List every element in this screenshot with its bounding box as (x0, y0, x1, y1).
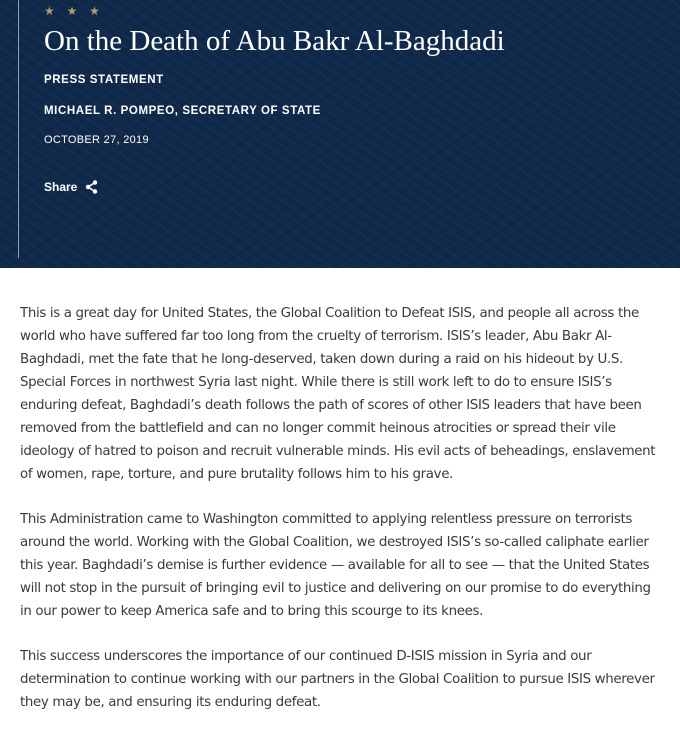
share-button[interactable] (44, 180, 98, 194)
statement-author: MICHAEL R. POMPEO, SECRETARY OF STATE (44, 105, 321, 117)
paragraph-2: This Administration came to Washington committed to applying relentless pressure on terrorists around the world. Working with the Global Coalition, we destroyed ISIS’s so-called caliphate earlier this year. Baghdadi’s demise is further evidence — available for all to see — that the United States will not stop in the pursuit of bringing evil to justice and delivering on our promise to do everything in our power to keep America safe and to bring this scourge to its knees. (20, 512, 651, 619)
paragraph-3: This success underscores the importance of our continued D-ISIS mission in Syria and our determination to continue working with our partners in the Global Coalition to pursue ISIS wherever they may be, and ensuring its enduring defeat. (20, 649, 655, 710)
page-header (0, 0, 680, 268)
stars-decoration: ★ ★ ★ (44, 4, 104, 18)
share-label: Share (44, 180, 78, 194)
page-title: On the Death of Abu Bakr Al-Baghdadi (44, 25, 505, 57)
statement-body (0, 268, 680, 736)
paragraph-1: This is a great day for United States, the Global Coalition to Defeat ISIS, and people all across the world who have suffered far too long from the cruelty of terrorism. ISIS’s leader, Abu Bakr Al-Baghdadi, met the fate that he long-deserved, taken down during a raid on his hideout by U.S. Special Forces in northwest Syria last night. While there is still work left to do to ensure ISIS’s enduring defeat, Baghdadi’s death follows the path of scores of other ISIS leaders that have been removed from the battlefield and can no longer commit heinous atrocities or spread their vile ideology of hatred to poison and recruit vulnerable minds. His evil acts of beheadings, enslavement of women, rape, torture, and pure brutality follows him to his grave. (20, 306, 656, 482)
statement-date: OCTOBER 27, 2019 (44, 134, 149, 146)
header-divider (18, 0, 19, 258)
statement-type: PRESS STATEMENT (44, 74, 164, 86)
share-icon[interactable] (85, 180, 98, 194)
